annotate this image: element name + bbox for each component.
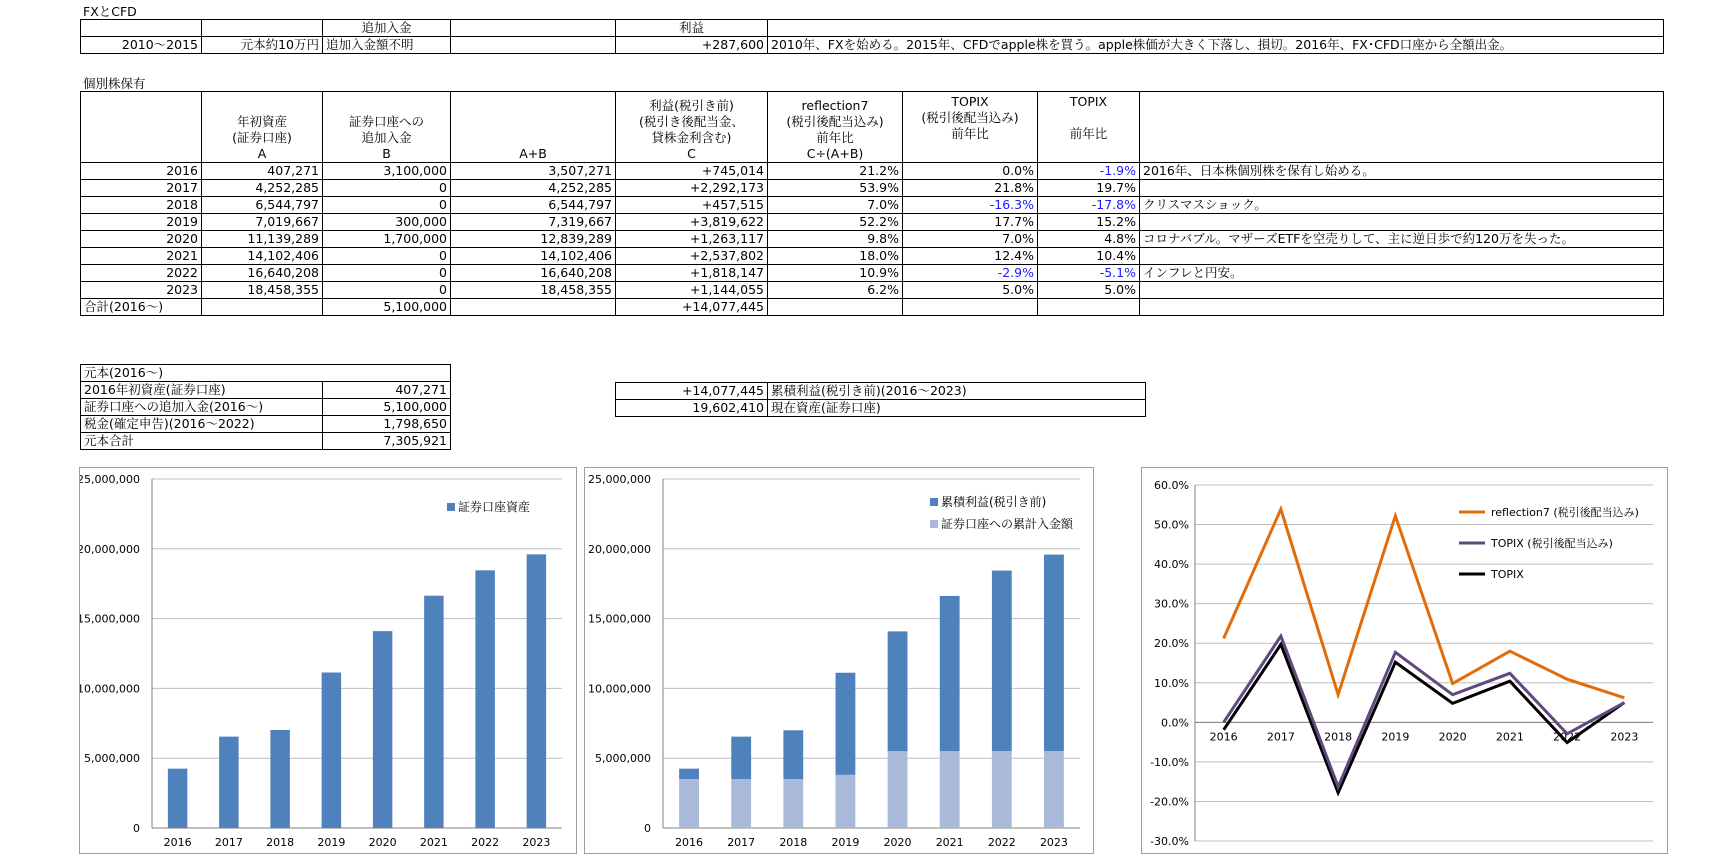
stocks-profit: +3,819,622 [616,214,768,231]
fx-data-row [81,37,1664,54]
bar [679,779,699,828]
chart-yoy-returns-svg [1142,468,1667,853]
stocks-initial-assets: 407,271 [202,163,323,180]
bar [1044,751,1064,828]
bar [783,730,803,779]
stocks-profit: +1,144,055 [616,282,768,299]
stocks-reflection7-yoy: 9.8% [768,231,903,248]
stocks-total-row [81,299,1664,316]
stocks-year: 2022 [81,265,202,282]
stocks-a-plus-b: 6,544,797 [451,197,616,214]
y-tick-label: 10,000,000 [80,682,140,696]
principal-value: 7,305,921 [323,433,451,450]
legend-label: TOPIX [1491,568,1524,581]
stocks-reflection7-yoy: 18.0% [768,248,903,265]
x-tick-label: 2019 [317,836,346,849]
stocks-profit: +745,014 [616,163,768,180]
stocks-profit: +1,263,117 [616,231,768,248]
total-deposit: 5,100,000 [323,299,451,316]
x-tick-label: 2016 [163,836,192,849]
y-tick-label: -20.0% [1150,795,1189,809]
stocks-topix-yoy: 19.7% [1038,180,1140,197]
legend-label: 累積利益(税引き前) [941,495,1047,509]
bar [1044,555,1064,752]
stocks-reflection7-yoy: 6.2% [768,282,903,299]
principal-value: 1,798,650 [323,416,451,433]
stocks-row [81,214,1664,231]
stocks-a-plus-b: 18,458,355 [451,282,616,299]
x-tick-label: 2022 [471,836,500,849]
stocks-additional-deposit: 0 [323,248,451,265]
y-tick-label: 15,000,000 [80,612,140,626]
x-tick-label: 2017 [1266,730,1295,744]
bar [731,737,751,779]
fx-period: 2010～2015 [81,37,202,54]
fx-principal: 元本約10万円 [202,37,323,54]
y-tick-label: 30.0% [1154,597,1189,611]
stocks-topix-yoy: 4.8% [1038,231,1140,248]
summary-value: 19,602,410 [616,400,768,417]
stocks-reflection7-yoy: 52.2% [768,214,903,231]
legend-label: TOPIX (税引後配当込み) [1491,537,1613,550]
x-tick-label: 2021 [419,836,448,849]
stocks-a-plus-b: 7,319,667 [451,214,616,231]
stocks-note [1140,282,1664,299]
stocks-initial-assets: 6,544,797 [202,197,323,214]
header-initial-assets: 年初資産 (証券口座) A [202,92,323,163]
fx-add: 追加入金額不明 [323,37,451,54]
stocks-profit: +1,818,147 [616,265,768,282]
x-tick-label: 2018 [779,836,808,849]
stocks-row [81,197,1664,214]
stocks-table [80,91,1664,316]
bar [731,779,751,828]
y-tick-label: 20,000,000 [588,542,651,556]
stocks-reflection7-yoy: 53.9% [768,180,903,197]
bar [992,571,1012,752]
stocks-note: コロナバブル。マザーズETFを空売りして、主に逆日歩で約120万を失った。 [1140,231,1664,248]
principal-row [81,382,451,399]
fx-note: 2010年、FXを始める。2015年、CFDでapple株を買う。apple株価が大きく下落し、損切。2016年、FX･CFD口座から全額出金。 [768,37,1664,54]
stocks-note [1140,248,1664,265]
legend-label: 証券口座資産 [458,500,531,514]
fx-header-add: 追加入金 [323,20,451,37]
stocks-a-plus-b: 12,839,289 [451,231,616,248]
principal-title-row [81,365,451,382]
chart-account-assets [79,467,577,854]
stocks-topix-yoy: -5.1% [1038,265,1140,282]
stocks-profit: +457,515 [616,197,768,214]
y-tick-label: -30.0% [1150,835,1189,848]
stocks-row [81,282,1664,299]
fx-profit: +287,600 [616,37,768,54]
bar [424,596,443,828]
stocks-row [81,180,1664,197]
bar [783,779,803,828]
y-tick-label: 50.0% [1154,518,1189,532]
legend-swatch [930,498,938,506]
stocks-additional-deposit: 0 [323,282,451,299]
stocks-topix-yoy: 10.4% [1038,248,1140,265]
x-tick-label: 2020 [1438,730,1467,744]
bar [940,596,960,751]
stocks-topix-dividend-yoy: 17.7% [903,214,1038,231]
header-a-plus-b: A+B [451,92,616,163]
stocks-header-row [81,92,1664,163]
stocks-year: 2020 [81,231,202,248]
x-tick-label: 2022 [1553,730,1582,744]
principal-label: 証券口座への追加入金(2016～) [81,399,323,416]
stocks-topix-dividend-yoy: -2.9% [903,265,1038,282]
fx-header-row [81,20,1664,37]
principal-row [81,416,451,433]
stocks-additional-deposit: 1,700,000 [323,231,451,248]
header-additional-deposit: 証券口座への 追加入金 B [323,92,451,163]
stocks-note: クリスマスショック。 [1140,197,1664,214]
bar [888,751,908,828]
principal-label: 2016年初資産(証券口座) [81,382,323,399]
stocks-a-plus-b: 4,252,285 [451,180,616,197]
stocks-note [1140,180,1664,197]
stocks-row [81,231,1664,248]
summary-table [615,382,1146,417]
stocks-initial-assets: 16,640,208 [202,265,323,282]
stocks-additional-deposit: 0 [323,265,451,282]
header-topix-dividend: TOPIX (税引後配当込み) 前年比 [903,92,1038,163]
total-label: 合計(2016～) [81,299,202,316]
bar [992,751,1012,828]
y-tick-label: 25,000,000 [80,473,140,486]
principal-value: 5,100,000 [323,399,451,416]
stocks-a-plus-b: 14,102,406 [451,248,616,265]
stocks-topix-yoy: -17.8% [1038,197,1140,214]
x-tick-label: 2017 [214,836,243,849]
bar [836,775,856,828]
legend-swatch [930,520,938,528]
principal-row [81,433,451,450]
stocks-note: 2016年、日本株個別株を保有し始める。 [1140,163,1664,180]
y-tick-label: 5,000,000 [595,752,651,766]
stocks-year: 2017 [81,180,202,197]
stocks-row [81,163,1664,180]
summary-row [616,383,1146,400]
fx-header-profit: 利益 [616,20,768,37]
stocks-topix-dividend-yoy: 0.0% [903,163,1038,180]
x-tick-label: 2021 [935,836,964,849]
x-tick-label: 2021 [1495,730,1524,744]
summary-label: 現在資産(証券口座) [768,400,1146,417]
stocks-row [81,265,1664,282]
stocks-a-plus-b: 3,507,271 [451,163,616,180]
y-tick-label: 15,000,000 [588,612,651,626]
stocks-profit: +2,537,802 [616,248,768,265]
total-profit: +14,077,445 [616,299,768,316]
stocks-year: 2019 [81,214,202,231]
principal-table [80,364,451,450]
stocks-topix-yoy: 5.0% [1038,282,1140,299]
bar [527,554,546,828]
stocks-topix-dividend-yoy: -16.3% [903,197,1038,214]
x-tick-label: 2022 [987,836,1016,849]
y-tick-label: 60.0% [1154,479,1189,492]
y-tick-label: 20.0% [1154,637,1189,651]
stocks-topix-yoy: -1.9% [1038,163,1140,180]
stocks-reflection7-yoy: 10.9% [768,265,903,282]
bar [270,730,289,828]
header-profit: 利益(税引き前) (税引き後配当金、 貸株金利含む) C [616,92,768,163]
stocks-topix-dividend-yoy: 12.4% [903,248,1038,265]
x-tick-label: 2018 [1324,730,1353,744]
chart-yoy-returns [1141,467,1668,854]
stocks-reflection7-yoy: 21.2% [768,163,903,180]
x-tick-label: 2017 [727,836,756,849]
stocks-additional-deposit: 0 [323,197,451,214]
principal-label: 税金(確定申告)(2016～2022) [81,416,323,433]
x-tick-label: 2023 [1039,836,1068,849]
principal-label: 元本合計 [81,433,323,450]
stocks-initial-assets: 11,139,289 [202,231,323,248]
stocks-year: 2016 [81,163,202,180]
bar [373,631,392,828]
y-tick-label: 5,000,000 [84,752,140,766]
stocks-section-title: 個別株保有 [83,76,146,91]
legend-label: 証券口座への累計入金額 [941,517,1074,531]
stocks-note: インフレと円安。 [1140,265,1664,282]
stocks-topix-dividend-yoy: 21.8% [903,180,1038,197]
y-tick-label: 40.0% [1154,558,1189,572]
header-topix: TOPIX 前年比 [1038,92,1140,163]
y-tick-label: 0.0% [1161,716,1189,730]
header-reflection7: reflection7 (税引後配当込み) 前年比 C÷(A+B) [768,92,903,163]
bar [836,673,856,775]
bar [679,769,699,779]
principal-value: 407,271 [323,382,451,399]
bar [888,631,908,751]
bar [322,672,341,828]
stocks-profit: +2,292,173 [616,180,768,197]
y-tick-label: 20,000,000 [80,542,140,556]
bar [219,737,238,828]
bar [168,769,187,828]
summary-value: +14,077,445 [616,383,768,400]
stocks-additional-deposit: 300,000 [323,214,451,231]
stocks-year: 2018 [81,197,202,214]
stocks-initial-assets: 18,458,355 [202,282,323,299]
legend-swatch [447,503,455,511]
stocks-topix-yoy: 15.2% [1038,214,1140,231]
x-tick-label: 2016 [675,836,704,849]
chart-stacked-profit [584,467,1094,854]
legend-label: reflection7 (税引後配当込み) [1491,506,1639,519]
principal-title: 元本(2016～) [81,365,451,382]
chart-stacked-profit-svg [585,468,1093,853]
x-tick-label: 2023 [1610,730,1639,744]
x-tick-label: 2019 [831,836,860,849]
series-line [1224,644,1625,792]
fx-section-title: FXとCFD [83,4,137,19]
y-tick-label: 0 [644,822,651,835]
y-tick-label: 25,000,000 [588,473,651,486]
stocks-topix-dividend-yoy: 5.0% [903,282,1038,299]
stocks-reflection7-yoy: 7.0% [768,197,903,214]
fx-table [80,19,1664,54]
y-tick-label: -10.0% [1150,755,1189,769]
x-tick-label: 2018 [266,836,295,849]
x-tick-label: 2016 [1209,730,1238,744]
y-tick-label: 10.0% [1154,676,1189,690]
y-tick-label: 10,000,000 [588,682,651,696]
chart-account-assets-svg [80,468,576,853]
summary-row [616,400,1146,417]
summary-label: 累積利益(税引き前)(2016～2023) [768,383,1146,400]
stocks-initial-assets: 4,252,285 [202,180,323,197]
x-tick-label: 2023 [522,836,551,849]
principal-row [81,399,451,416]
stocks-row [81,248,1664,265]
stocks-initial-assets: 7,019,667 [202,214,323,231]
stocks-additional-deposit: 0 [323,180,451,197]
y-tick-label: 0 [133,822,140,835]
series-line [1224,636,1625,787]
x-tick-label: 2019 [1381,730,1410,744]
stocks-initial-assets: 14,102,406 [202,248,323,265]
x-tick-label: 2020 [883,836,912,849]
stocks-year: 2021 [81,248,202,265]
stocks-note [1140,214,1664,231]
stocks-year: 2023 [81,282,202,299]
stocks-a-plus-b: 16,640,208 [451,265,616,282]
stocks-additional-deposit: 3,100,000 [323,163,451,180]
bar [940,751,960,828]
x-tick-label: 2020 [368,836,397,849]
bar [475,570,494,828]
stocks-topix-dividend-yoy: 7.0% [903,231,1038,248]
